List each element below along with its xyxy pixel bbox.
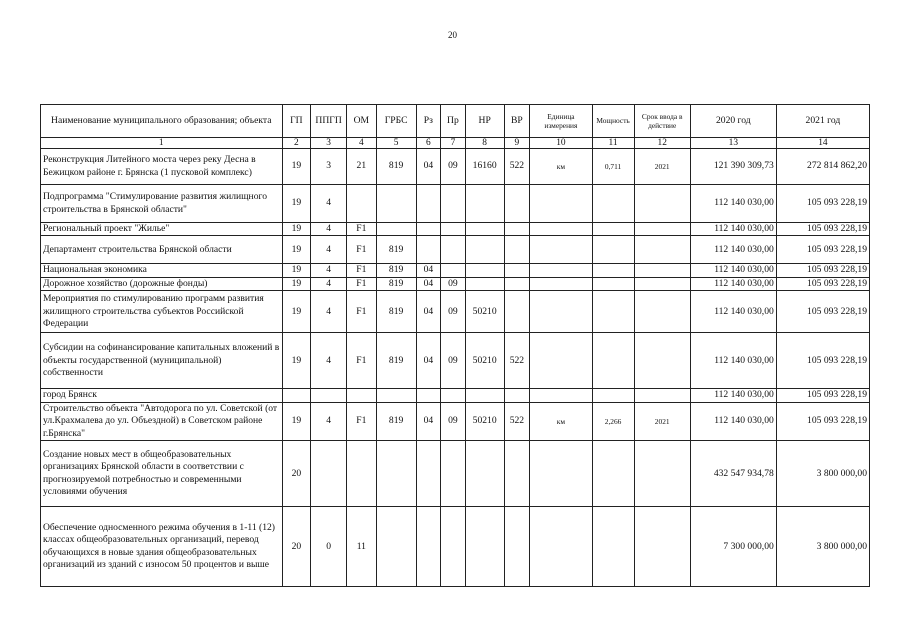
table-row <box>41 291 870 333</box>
cell-ppgp: 4 <box>311 185 347 223</box>
cell-vr <box>504 236 530 264</box>
cell-2021: 105 093 228,19 <box>776 389 869 402</box>
cell-vr <box>504 507 530 587</box>
cell-gp: 19 <box>282 291 311 333</box>
cell-om: F1 <box>347 264 377 277</box>
cell-nr <box>465 185 504 223</box>
cell-ppgp <box>311 389 347 402</box>
column-number: 10 <box>530 138 592 149</box>
row-name: Региональный проект "Жилье" <box>41 223 283 236</box>
cell-rz <box>416 236 441 264</box>
cell-rz <box>416 185 441 223</box>
cell-grbs: 819 <box>376 277 416 290</box>
cell-power <box>592 264 634 277</box>
column-header-nr: НР <box>465 105 504 138</box>
cell-2020: 112 140 030,00 <box>690 291 776 333</box>
cell-term: 2021 <box>634 402 690 440</box>
cell-om: F1 <box>347 277 377 290</box>
cell-ppgp: 4 <box>311 236 347 264</box>
cell-gp: 19 <box>282 333 311 389</box>
cell-term <box>634 507 690 587</box>
cell-grbs <box>376 185 416 223</box>
column-number: 5 <box>376 138 416 149</box>
cell-ppgp: 0 <box>311 507 347 587</box>
cell-pr: 09 <box>441 277 466 290</box>
cell-2021: 3 800 000,00 <box>776 507 869 587</box>
cell-2020: 112 140 030,00 <box>690 389 776 402</box>
cell-2020: 432 547 934,78 <box>690 441 776 507</box>
table-row <box>41 264 870 277</box>
cell-2020: 112 140 030,00 <box>690 236 776 264</box>
cell-vr: 522 <box>504 149 530 185</box>
cell-ppgp: 4 <box>311 277 347 290</box>
table-row <box>41 149 870 185</box>
cell-term: 2021 <box>634 149 690 185</box>
cell-gp: 19 <box>282 277 311 290</box>
column-header-grbs: ГРБС <box>376 105 416 138</box>
cell-unit <box>530 185 592 223</box>
cell-2021: 105 093 228,19 <box>776 333 869 389</box>
cell-gp: 19 <box>282 264 311 277</box>
column-number: 2 <box>282 138 311 149</box>
cell-unit <box>530 389 592 402</box>
cell-2021: 105 093 228,19 <box>776 264 869 277</box>
cell-pr: 09 <box>441 402 466 440</box>
cell-power <box>592 223 634 236</box>
column-number: 9 <box>504 138 530 149</box>
cell-vr <box>504 223 530 236</box>
column-header-vr: ВР <box>504 105 530 138</box>
cell-power <box>592 185 634 223</box>
cell-grbs: 819 <box>376 291 416 333</box>
cell-ppgp <box>311 441 347 507</box>
cell-2021: 105 093 228,19 <box>776 277 869 290</box>
cell-power: 0,711 <box>592 149 634 185</box>
cell-unit: км <box>530 402 592 440</box>
cell-rz: 04 <box>416 402 441 440</box>
table-row <box>41 333 870 389</box>
cell-pr: 09 <box>441 333 466 389</box>
column-number: 6 <box>416 138 441 149</box>
cell-rz <box>416 223 441 236</box>
cell-pr <box>441 236 466 264</box>
cell-vr <box>504 291 530 333</box>
cell-nr <box>465 264 504 277</box>
cell-nr: 50210 <box>465 333 504 389</box>
cell-pr <box>441 441 466 507</box>
cell-grbs: 819 <box>376 264 416 277</box>
table-row <box>41 223 870 236</box>
cell-power <box>592 441 634 507</box>
row-name: Департамент строительства Брянской области <box>41 236 283 264</box>
cell-rz: 04 <box>416 277 441 290</box>
header-row <box>41 105 870 138</box>
column-header-pr: Пр <box>441 105 466 138</box>
table-row <box>41 185 870 223</box>
column-number: 11 <box>592 138 634 149</box>
cell-unit <box>530 507 592 587</box>
table-row <box>41 507 870 587</box>
row-name: Субсидии на софинансирование капитальных вложений в объекты государственной (муниципальной) собственности <box>41 333 283 389</box>
cell-unit <box>530 441 592 507</box>
cell-rz <box>416 389 441 402</box>
cell-term <box>634 277 690 290</box>
cell-nr: 50210 <box>465 402 504 440</box>
cell-power: 2,266 <box>592 402 634 440</box>
cell-2020: 7 300 000,00 <box>690 507 776 587</box>
cell-2020: 121 390 309,73 <box>690 149 776 185</box>
cell-term <box>634 264 690 277</box>
cell-2020: 112 140 030,00 <box>690 264 776 277</box>
table-body <box>41 149 870 587</box>
cell-nr: 16160 <box>465 149 504 185</box>
cell-term <box>634 223 690 236</box>
table-row <box>41 441 870 507</box>
cell-term <box>634 185 690 223</box>
column-header-unit: Единица измерения <box>530 105 592 138</box>
cell-grbs: 819 <box>376 333 416 389</box>
cell-om: 11 <box>347 507 377 587</box>
cell-2021: 272 814 862,20 <box>776 149 869 185</box>
cell-2021: 105 093 228,19 <box>776 236 869 264</box>
cell-power <box>592 236 634 264</box>
cell-gp: 19 <box>282 236 311 264</box>
cell-om: F1 <box>347 333 377 389</box>
cell-ppgp: 4 <box>311 223 347 236</box>
cell-grbs <box>376 507 416 587</box>
cell-term <box>634 441 690 507</box>
cell-unit: км <box>530 149 592 185</box>
cell-term <box>634 333 690 389</box>
cell-om: F1 <box>347 291 377 333</box>
cell-unit <box>530 264 592 277</box>
cell-ppgp: 3 <box>311 149 347 185</box>
column-header-rz: Рз <box>416 105 441 138</box>
cell-pr <box>441 223 466 236</box>
row-name: город Брянск <box>41 389 283 402</box>
cell-power <box>592 277 634 290</box>
column-header-term: Срок ввода в действие <box>634 105 690 138</box>
cell-rz: 04 <box>416 291 441 333</box>
table-row <box>41 402 870 440</box>
cell-ppgp: 4 <box>311 402 347 440</box>
cell-rz: 04 <box>416 333 441 389</box>
cell-ppgp: 4 <box>311 264 347 277</box>
cell-grbs: 819 <box>376 149 416 185</box>
cell-grbs <box>376 441 416 507</box>
cell-unit <box>530 236 592 264</box>
cell-pr: 09 <box>441 291 466 333</box>
column-header-power: Мощность <box>592 105 634 138</box>
cell-rz: 04 <box>416 264 441 277</box>
cell-rz: 04 <box>416 149 441 185</box>
cell-vr <box>504 441 530 507</box>
row-name: Национальная экономика <box>41 264 283 277</box>
cell-om <box>347 441 377 507</box>
cell-pr <box>441 507 466 587</box>
cell-om: F1 <box>347 236 377 264</box>
cell-term <box>634 389 690 402</box>
column-number-row <box>41 138 870 149</box>
cell-vr <box>504 389 530 402</box>
row-name: Строительство объекта "Автодорога по ул. Советской (от ул.Крахмалева до ул. Объездной) в Советском районе г.Брянска" <box>41 402 283 440</box>
cell-2021: 105 093 228,19 <box>776 185 869 223</box>
row-name: Подпрограмма "Стимулирование развития жилищного строительства в Брянской области" <box>41 185 283 223</box>
cell-grbs <box>376 389 416 402</box>
table-row <box>41 277 870 290</box>
cell-vr: 522 <box>504 402 530 440</box>
cell-nr <box>465 223 504 236</box>
cell-unit <box>530 291 592 333</box>
column-number: 8 <box>465 138 504 149</box>
cell-power <box>592 333 634 389</box>
cell-pr <box>441 264 466 277</box>
cell-om: 21 <box>347 149 377 185</box>
cell-pr: 09 <box>441 149 466 185</box>
cell-nr <box>465 389 504 402</box>
column-header-om: ОМ <box>347 105 377 138</box>
cell-vr <box>504 277 530 290</box>
cell-gp: 20 <box>282 441 311 507</box>
cell-pr <box>441 389 466 402</box>
budget-table <box>40 104 870 587</box>
column-header-2021: 2021 год <box>776 105 869 138</box>
row-name: Создание новых мест в общеобразовательных организациях Брянской области в соответствии с прогнозируемой потребностью и современными условиями обучения <box>41 441 283 507</box>
row-name: Мероприятия по стимулированию программ развития жилищного строительства субъектов Российской Федерации <box>41 291 283 333</box>
cell-gp: 19 <box>282 223 311 236</box>
cell-unit <box>530 277 592 290</box>
cell-gp <box>282 389 311 402</box>
cell-ppgp: 4 <box>311 333 347 389</box>
cell-unit <box>530 333 592 389</box>
cell-om: F1 <box>347 223 377 236</box>
column-number: 7 <box>441 138 466 149</box>
cell-nr <box>465 277 504 290</box>
cell-rz <box>416 507 441 587</box>
row-name: Дорожное хозяйство (дорожные фонды) <box>41 277 283 290</box>
cell-om <box>347 389 377 402</box>
cell-2020: 112 140 030,00 <box>690 277 776 290</box>
cell-gp: 19 <box>282 402 311 440</box>
cell-power <box>592 507 634 587</box>
cell-gp: 20 <box>282 507 311 587</box>
cell-unit <box>530 223 592 236</box>
cell-gp: 19 <box>282 185 311 223</box>
cell-2021: 3 800 000,00 <box>776 441 869 507</box>
cell-grbs: 819 <box>376 236 416 264</box>
column-header-2020: 2020 год <box>690 105 776 138</box>
cell-gp: 19 <box>282 149 311 185</box>
cell-nr: 50210 <box>465 291 504 333</box>
column-number: 13 <box>690 138 776 149</box>
column-header-ppgp: ППГП <box>311 105 347 138</box>
cell-term <box>634 236 690 264</box>
column-header-gp: ГП <box>282 105 311 138</box>
cell-vr <box>504 264 530 277</box>
page-number: 20 <box>448 30 457 40</box>
cell-2021: 105 093 228,19 <box>776 402 869 440</box>
table-row <box>41 236 870 264</box>
cell-om <box>347 185 377 223</box>
cell-pr <box>441 185 466 223</box>
column-number: 12 <box>634 138 690 149</box>
column-number: 3 <box>311 138 347 149</box>
cell-2021: 105 093 228,19 <box>776 223 869 236</box>
table-row <box>41 389 870 402</box>
cell-nr <box>465 236 504 264</box>
cell-2020: 112 140 030,00 <box>690 185 776 223</box>
cell-vr: 522 <box>504 333 530 389</box>
column-header-name: Наименование муниципального образования; объекта <box>41 105 283 138</box>
cell-power <box>592 291 634 333</box>
cell-om: F1 <box>347 402 377 440</box>
cell-vr <box>504 185 530 223</box>
row-name: Обеспечение односменного режима обучения в 1-11 (12) классах общеобразовательных организаций, перевод обучающихся в новые здания общеобразовательных организаций из зданий с износом 50 процентов и выше <box>41 507 283 587</box>
cell-power <box>592 389 634 402</box>
row-name: Реконструкция Литейного моста через реку Десна в Бежицком районе г. Брянска (1 пусковой комплекс) <box>41 149 283 185</box>
cell-2021: 105 093 228,19 <box>776 291 869 333</box>
column-number: 14 <box>776 138 869 149</box>
cell-2020: 112 140 030,00 <box>690 402 776 440</box>
cell-term <box>634 291 690 333</box>
cell-2020: 112 140 030,00 <box>690 333 776 389</box>
cell-grbs: 819 <box>376 402 416 440</box>
cell-grbs <box>376 223 416 236</box>
cell-rz <box>416 441 441 507</box>
cell-nr <box>465 507 504 587</box>
cell-2020: 112 140 030,00 <box>690 223 776 236</box>
cell-nr <box>465 441 504 507</box>
column-number: 1 <box>41 138 283 149</box>
cell-ppgp: 4 <box>311 291 347 333</box>
column-number: 4 <box>347 138 377 149</box>
